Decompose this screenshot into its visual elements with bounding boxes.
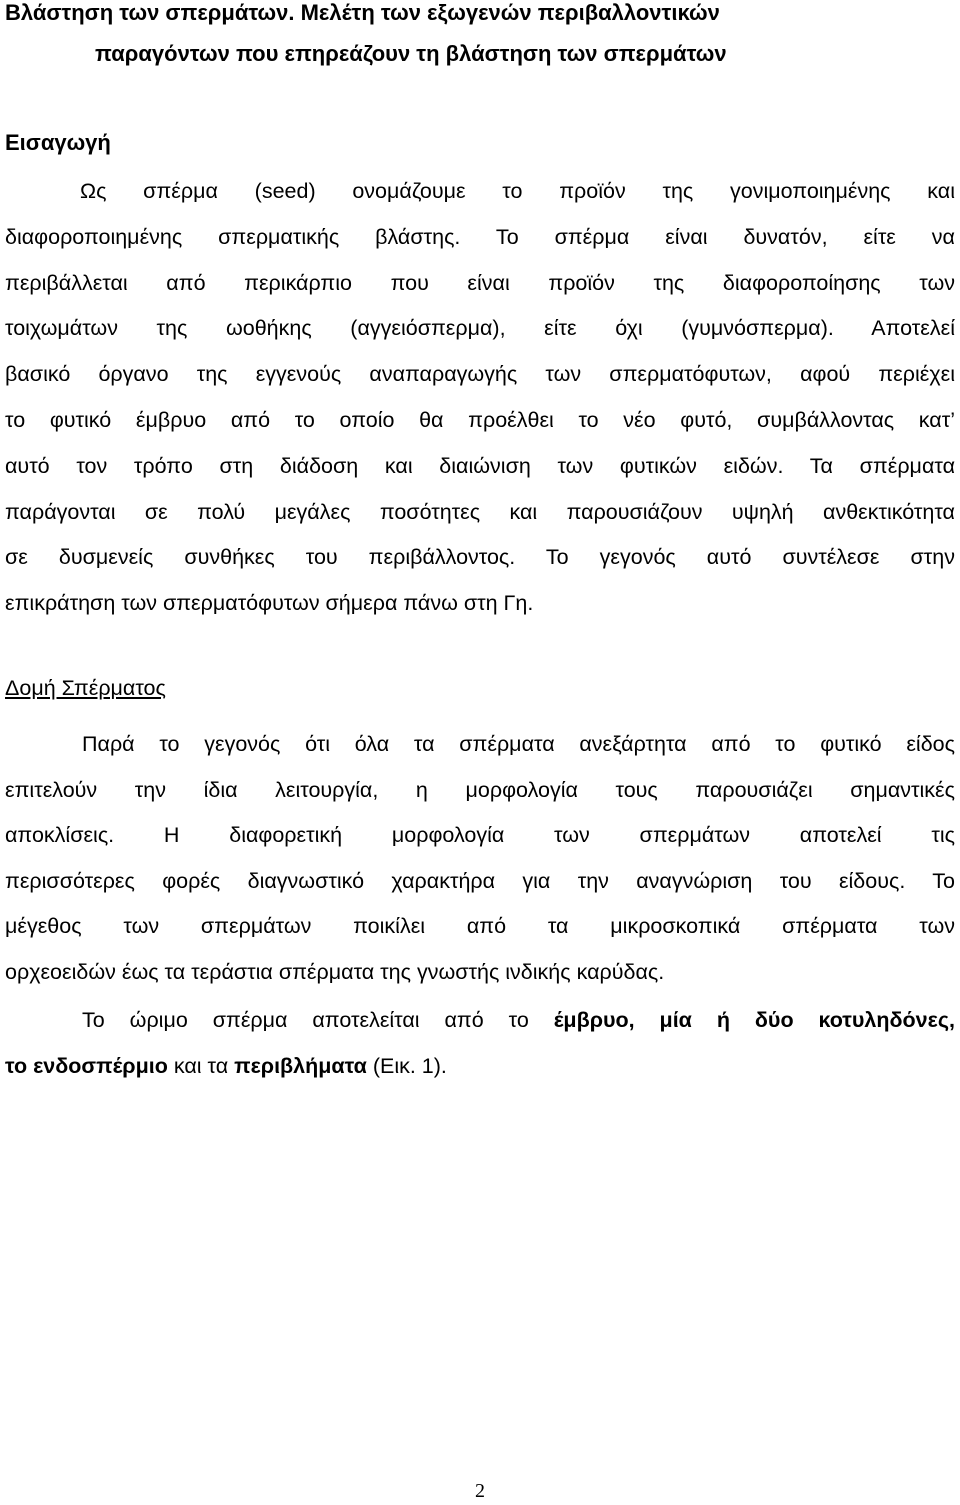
mature-text-2: και τα xyxy=(167,1053,235,1078)
mature-line-2 xyxy=(5,1044,955,1090)
mature-line-1 xyxy=(5,998,955,1044)
intro-line: επικράτηση των σπερματόφυτων σήμερα πάνω στη Γη. xyxy=(5,591,534,616)
page-number: 2 xyxy=(475,1480,485,1502)
structure-line: περισσότερες φορές διαγνωστικό χαρακτήρα για την αναγνώριση του είδους. Το xyxy=(5,868,955,893)
intro-line: τοιχωμάτων της ωοθήκης (αγγειόσπερμα), είτε όχι (γυμνόσπερμα). Αποτελεί xyxy=(5,316,955,341)
mature-bold-3: περιβλήματα xyxy=(234,1053,367,1078)
structure-line: μέγεθος των σπερμάτων ποικίλει από τα μικροσκοπικά σπέρματα των xyxy=(5,914,955,939)
mature-bold-1: έμβρυο, μία ή δύο κοτυληδόνες, xyxy=(553,1008,955,1032)
intro-heading: Εισαγωγή xyxy=(5,130,111,155)
structure-paragraph xyxy=(5,722,955,996)
mature-bold-2: το ενδοσπέρμιο xyxy=(5,1053,168,1078)
intro-line: περιβάλλεται από περικάρπιο που είναι προϊόν της διαφοροποίησης των xyxy=(5,270,955,295)
intro-paragraph xyxy=(5,169,955,627)
title-line-2: παραγόντων που επηρεάζουν τη βλάστηση των σπερμάτων xyxy=(95,41,727,66)
document-title xyxy=(5,0,955,74)
structure-line: Παρά το γεγονός ότι όλα τα σπέρματα ανεξάρτητα από το φυτικό είδος xyxy=(82,732,955,756)
structure-line: ορχεοειδών έως τα τεράστια σπέρματα της γνωστής ινδικής καρύδας. xyxy=(5,959,665,984)
structure-line: αποκλίσεις. Η διαφορετική μορφολογία των σπερμάτων αποτελεί τις xyxy=(5,823,955,848)
mature-text-3: (Εικ. 1). xyxy=(366,1053,447,1078)
mature-seed-paragraph xyxy=(5,998,955,1089)
intro-line: Ως σπέρμα (seed) ονομάζουμε το προϊόν της γονιμοποιημένης και xyxy=(80,179,955,203)
mature-text-1: Το ώριμο σπέρμα αποτελείται από το xyxy=(82,1008,554,1032)
intro-line: παράγονται σε πολύ μεγάλες ποσότητες και παρουσιάζουν υψηλή ανθεκτικότητα xyxy=(5,499,955,524)
title-line-1: Βλάστηση των σπερμάτων. Μελέτη των εξωγενών περιβαλλοντικών xyxy=(5,0,720,25)
intro-line: το φυτικό έμβρυο από το οποίο θα προέλθει το νέο φυτό, συμβάλλοντας κατ’ xyxy=(5,407,955,432)
intro-line: αυτό τον τρόπο στη διάδοση και διαιώνιση των φυτικών ειδών. Τα σπέρματα xyxy=(5,453,955,478)
structure-line: επιτελούν την ίδια λειτουργία, η μορφολογία τους παρουσιάζει σημαντικές xyxy=(5,777,955,802)
structure-heading: Δομή Σπέρματος xyxy=(5,676,166,700)
intro-line: βασικό όργανο της εγγενούς αναπαραγωγής των σπερματόφυτων, αφού περιέχει xyxy=(5,362,955,387)
intro-line: σε δυσμενείς συνθήκες του περιβάλλοντος. Το γεγονός αυτό συντέλεσε στην xyxy=(5,545,955,570)
intro-line: διαφοροποιημένης σπερματικής βλάστης. Το σπέρμα είναι δυνατόν, είτε να xyxy=(5,224,955,249)
